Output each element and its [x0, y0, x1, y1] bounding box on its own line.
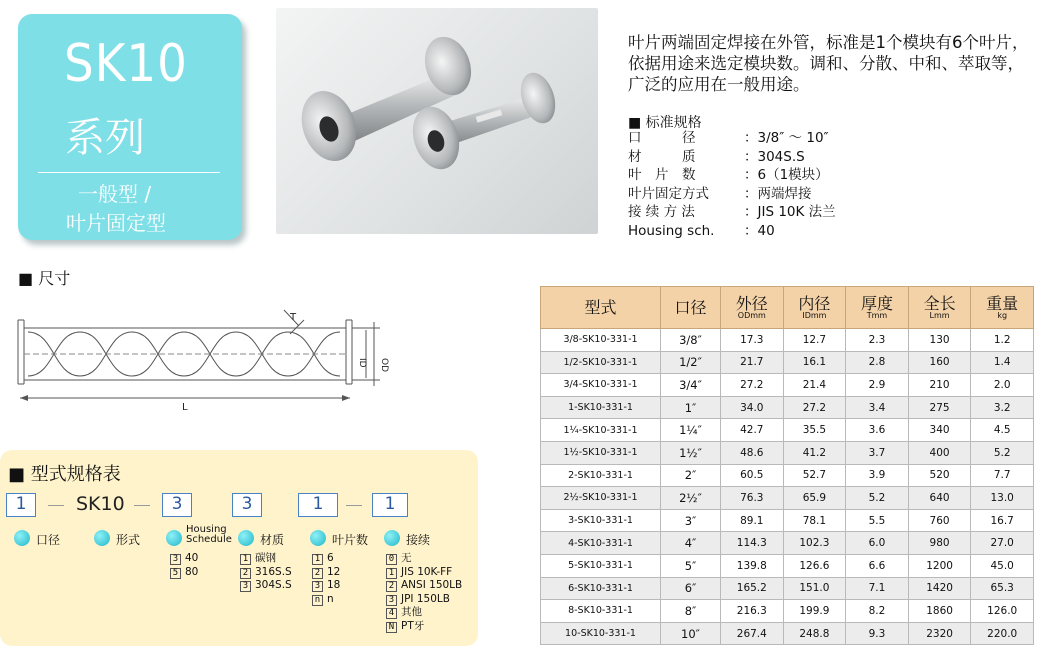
cell-size: 1¼″ — [661, 419, 721, 442]
spec-key: Housing sch. — [628, 222, 715, 239]
option-row — [386, 579, 462, 593]
option-code: 2 — [240, 568, 251, 579]
cell-value: 165.2 — [721, 577, 784, 600]
cell-value: 210 — [908, 374, 971, 397]
cell-size: 1″ — [661, 396, 721, 419]
cell-value: 6.0 — [846, 532, 909, 555]
cell-value: 16.1 — [783, 351, 846, 374]
spec-row — [628, 203, 836, 222]
cell-value: 130 — [908, 329, 971, 352]
cell-size: 8″ — [661, 600, 721, 623]
cell-size: 1½″ — [661, 441, 721, 464]
option-row — [312, 552, 340, 566]
cell-size: 4″ — [661, 532, 721, 555]
spec-value: ：JIS 10K 法兰 — [744, 204, 836, 220]
cell-value: 48.6 — [721, 441, 784, 464]
option-text: 其他 — [401, 606, 422, 618]
cell-value: 65.3 — [971, 577, 1034, 600]
cell-value: 2.8 — [846, 351, 909, 374]
table-row — [541, 600, 1034, 623]
cell-value: 980 — [908, 532, 971, 555]
label-connection: 接续 — [406, 533, 431, 547]
label-blades: 叶片数 — [332, 533, 369, 547]
cell-value: 1.2 — [971, 329, 1034, 352]
option-row — [386, 606, 462, 620]
bullet-dot — [310, 530, 326, 546]
code-dash — [346, 505, 362, 506]
col-header-unit: IDmm — [802, 310, 827, 320]
option-text: 碳钢 — [255, 552, 276, 564]
cell-model: 1/2-SK10-331-1 — [541, 351, 661, 374]
cell-value: 42.7 — [721, 419, 784, 442]
code-box-material: 3 — [232, 493, 262, 517]
model-code-heading: ■ 型式规格表 — [8, 464, 121, 485]
cell-value: 27.0 — [971, 532, 1034, 555]
material-options — [240, 552, 292, 593]
option-text: 无 — [401, 552, 412, 564]
label-type: 形式 — [116, 533, 141, 547]
cell-value: 2.0 — [971, 374, 1034, 397]
label-housing-word: Housing — [186, 524, 227, 535]
cell-value: 275 — [908, 396, 971, 419]
option-row — [170, 566, 198, 580]
label-material: 材质 — [260, 533, 285, 547]
option-code: 2 — [312, 568, 323, 579]
col-header-label: 厚度 — [860, 293, 893, 313]
col-header — [721, 287, 784, 329]
code-series: SK10 — [76, 493, 125, 515]
table-row — [541, 441, 1034, 464]
cell-size: 2″ — [661, 464, 721, 487]
spec-value: ：两端焊接 — [744, 185, 812, 202]
table-row — [541, 554, 1034, 577]
col-header-label: 外径 — [735, 293, 768, 313]
option-text: 316S.S — [255, 565, 292, 578]
cell-value: 5.5 — [846, 509, 909, 532]
cell-value: 760 — [908, 509, 971, 532]
code-box-blades: 1 — [298, 493, 338, 517]
cell-value: 52.7 — [783, 464, 846, 487]
spec-row — [628, 222, 836, 241]
cell-value: 1.4 — [971, 351, 1034, 374]
cell-model: 6-SK10-331-1 — [541, 577, 661, 600]
option-text: 80 — [185, 565, 199, 578]
option-row — [312, 593, 340, 607]
label-schedule-word: Schedule — [186, 534, 232, 545]
option-code: N — [386, 622, 397, 633]
cell-model: 1-SK10-331-1 — [541, 396, 661, 419]
option-row — [240, 566, 292, 580]
option-row — [312, 566, 340, 580]
table-row — [541, 396, 1034, 419]
cell-size: 5″ — [661, 554, 721, 577]
cell-value: 126.0 — [971, 600, 1034, 623]
cell-value: 400 — [908, 441, 971, 464]
cell-model: 3/4-SK10-331-1 — [541, 374, 661, 397]
spec-key: 接 续 方 法 — [628, 204, 695, 220]
cell-size: 2½″ — [661, 487, 721, 510]
bullet-dot — [14, 530, 30, 546]
cell-value: 12.7 — [783, 329, 846, 352]
series-code: SK10 — [64, 34, 188, 94]
cell-value: 520 — [908, 464, 971, 487]
cell-value: 248.8 — [783, 622, 846, 645]
option-row — [240, 579, 292, 593]
col-header-label: 内径 — [798, 293, 831, 313]
option-code: n — [312, 595, 323, 606]
cell-value: 1860 — [908, 600, 971, 623]
table-row — [541, 464, 1034, 487]
spec-key: 叶 片 数 — [628, 167, 696, 183]
table-row — [541, 622, 1034, 645]
col-header — [971, 287, 1034, 329]
spec-row — [628, 148, 836, 167]
schedule-options — [170, 552, 198, 579]
option-row — [386, 552, 462, 566]
col-header-unit: kg — [997, 310, 1008, 320]
table-row — [541, 487, 1034, 510]
option-text: 304S.S — [255, 579, 292, 591]
col-header — [908, 287, 971, 329]
option-row — [386, 620, 462, 634]
option-text: ANSI 150LB — [401, 579, 463, 591]
series-word: 系列 — [65, 115, 145, 161]
cell-value: 76.3 — [721, 487, 784, 510]
spec-value: ：304S.S — [744, 148, 805, 165]
cell-size: 3/4″ — [661, 374, 721, 397]
spec-key: 材 质 — [628, 148, 696, 165]
series-title-card — [18, 14, 242, 240]
cell-value: 27.2 — [721, 374, 784, 397]
cell-value: 5.2 — [846, 487, 909, 510]
cell-value: 45.0 — [971, 554, 1034, 577]
spec-value: ：6（1模块） — [744, 167, 829, 183]
cell-value: 2.9 — [846, 374, 909, 397]
cell-value: 2.3 — [846, 329, 909, 352]
blade-options — [312, 552, 340, 606]
option-code: 3 — [386, 595, 397, 606]
cell-value: 60.5 — [721, 464, 784, 487]
cell-value: 199.9 — [783, 600, 846, 623]
cell-value: 114.3 — [721, 532, 784, 555]
option-code: 3 — [170, 554, 181, 565]
option-text: JPI 150LB — [401, 592, 450, 605]
connection-options — [386, 552, 462, 633]
cell-value: 1200 — [908, 554, 971, 577]
spec-value: ：40 — [744, 222, 775, 239]
cell-value: 65.9 — [783, 487, 846, 510]
option-row — [312, 579, 340, 593]
col-header — [661, 287, 721, 329]
option-text: PT牙 — [401, 619, 425, 632]
code-dash — [48, 505, 64, 506]
title-divider — [38, 172, 220, 173]
cell-value: 340 — [908, 419, 971, 442]
col-header-label: 重量 — [986, 293, 1019, 313]
cell-value: 3.2 — [971, 396, 1034, 419]
option-code: 1 — [312, 554, 323, 565]
cell-value: 4.5 — [971, 419, 1034, 442]
cell-value: 41.2 — [783, 441, 846, 464]
label-housing — [186, 525, 232, 545]
col-header-unit: Tmm — [866, 310, 888, 320]
bullet-dot — [166, 530, 182, 546]
cell-value: 220.0 — [971, 622, 1034, 645]
option-text: 6 — [327, 552, 334, 564]
bullet-dot — [384, 530, 400, 546]
cell-model: 5-SK10-331-1 — [541, 554, 661, 577]
spec-key: 叶片固定方式 — [628, 185, 709, 202]
spec-row — [628, 185, 836, 204]
cell-model: 2-SK10-331-1 — [541, 464, 661, 487]
table-row — [541, 329, 1034, 352]
code-box-schedule: 3 — [162, 493, 192, 517]
cell-size: 3″ — [661, 509, 721, 532]
table-row — [541, 509, 1034, 532]
cell-value: 3.7 — [846, 441, 909, 464]
cell-value: 8.2 — [846, 600, 909, 623]
spec-heading: ■ 标准规格 — [628, 115, 702, 131]
product-description: 叶片两端固定焊接在外管，标准是1个模块有6个叶片，依据用途来选定模块数。调和、分散、中和、萃取等，广泛的应用在一般用途。 — [628, 33, 1029, 94]
bullet-dot — [238, 530, 254, 546]
table-row — [541, 532, 1034, 555]
product-photo — [276, 8, 598, 234]
code-box-connection: 1 — [372, 493, 408, 517]
cell-value: 16.7 — [971, 509, 1034, 532]
spec-list — [628, 129, 836, 240]
option-text: 12 — [327, 565, 341, 578]
cell-value: 151.0 — [783, 577, 846, 600]
label-size: 口径 — [36, 533, 61, 547]
table-row — [541, 351, 1034, 374]
subtitle-line2: 叶片固定型 — [66, 211, 166, 235]
cell-model: 10-SK10-331-1 — [541, 622, 661, 645]
cell-model: 2½-SK10-331-1 — [541, 487, 661, 510]
col-header — [783, 287, 846, 329]
cell-value: 35.5 — [783, 419, 846, 442]
cell-value: 17.3 — [721, 329, 784, 352]
label-t: T — [290, 312, 297, 323]
cell-value: 139.8 — [721, 554, 784, 577]
option-row — [240, 552, 292, 566]
label-l: L — [182, 402, 188, 413]
option-text: n — [327, 592, 334, 605]
cell-size: 6″ — [661, 577, 721, 600]
option-code: 1 — [386, 568, 397, 579]
cell-value: 89.1 — [721, 509, 784, 532]
option-code: 4 — [386, 608, 397, 619]
col-header-unit: ODmm — [737, 310, 766, 320]
option-code: 3 — [240, 581, 251, 592]
cell-model: 4-SK10-331-1 — [541, 532, 661, 555]
cell-value: 1420 — [908, 577, 971, 600]
option-code: 3 — [312, 581, 323, 592]
table-row — [541, 374, 1034, 397]
dimension-heading: ■ 尺寸 — [18, 269, 71, 288]
option-row — [386, 566, 462, 580]
spec-row — [628, 166, 836, 185]
option-text: 18 — [327, 579, 341, 591]
cell-value: 21.4 — [783, 374, 846, 397]
option-row — [386, 593, 462, 607]
option-code: 0 — [386, 554, 397, 565]
cell-value: 78.1 — [783, 509, 846, 532]
label-od: OD — [379, 358, 389, 373]
table-row — [541, 577, 1034, 600]
cell-model: 1¼-SK10-331-1 — [541, 419, 661, 442]
table-row — [541, 419, 1034, 442]
cell-model: 3-SK10-331-1 — [541, 509, 661, 532]
cell-value: 640 — [908, 487, 971, 510]
cell-value: 126.6 — [783, 554, 846, 577]
cell-value: 9.3 — [846, 622, 909, 645]
cell-value: 34.0 — [721, 396, 784, 419]
cell-value: 21.7 — [721, 351, 784, 374]
cell-value: 267.4 — [721, 622, 784, 645]
cell-value: 7.1 — [846, 577, 909, 600]
static-mixer-pipes-image — [276, 8, 598, 234]
table-body — [541, 329, 1034, 645]
spec-key: 口 径 — [628, 130, 696, 146]
col-header — [846, 287, 909, 329]
col-header — [541, 287, 661, 329]
option-row — [170, 552, 198, 566]
subtitle-line1: 一般型 / — [78, 182, 152, 206]
col-header-label: 口径 — [674, 298, 707, 317]
cell-value: 3.4 — [846, 396, 909, 419]
spec-value: ：3/8″ ～ 10″ — [744, 130, 829, 146]
cell-model: 3/8-SK10-331-1 — [541, 329, 661, 352]
cell-size: 10″ — [661, 622, 721, 645]
cell-value: 6.6 — [846, 554, 909, 577]
cell-value: 2320 — [908, 622, 971, 645]
option-text: 40 — [185, 552, 199, 564]
cell-value: 5.2 — [971, 441, 1034, 464]
dimension-drawing — [14, 306, 406, 422]
cell-size: 3/8″ — [661, 329, 721, 352]
cell-value: 216.3 — [721, 600, 784, 623]
cell-model: 1½-SK10-331-1 — [541, 441, 661, 464]
option-code: 5 — [170, 568, 181, 579]
cell-value: 3.9 — [846, 464, 909, 487]
col-header-label: 型式 — [584, 298, 617, 317]
cell-size: 1/2″ — [661, 351, 721, 374]
table-header-row — [541, 287, 1034, 329]
cell-value: 7.7 — [971, 464, 1034, 487]
cell-model: 8-SK10-331-1 — [541, 600, 661, 623]
cell-value: 27.2 — [783, 396, 846, 419]
code-box-size: 1 — [6, 493, 36, 517]
option-code: 1 — [240, 554, 251, 565]
spec-row — [628, 129, 836, 148]
cell-value: 13.0 — [971, 487, 1034, 510]
option-code: 2 — [386, 581, 397, 592]
cell-value: 3.6 — [846, 419, 909, 442]
label-id: ID — [357, 358, 367, 368]
cell-value: 160 — [908, 351, 971, 374]
specification-table — [540, 286, 1034, 645]
col-header-unit: Lmm — [929, 310, 950, 320]
col-header-label: 全长 — [923, 293, 956, 313]
cell-value: 102.3 — [783, 532, 846, 555]
option-text: JIS 10K-FF — [401, 565, 453, 578]
code-dash — [134, 505, 150, 506]
bullet-dot — [94, 530, 110, 546]
